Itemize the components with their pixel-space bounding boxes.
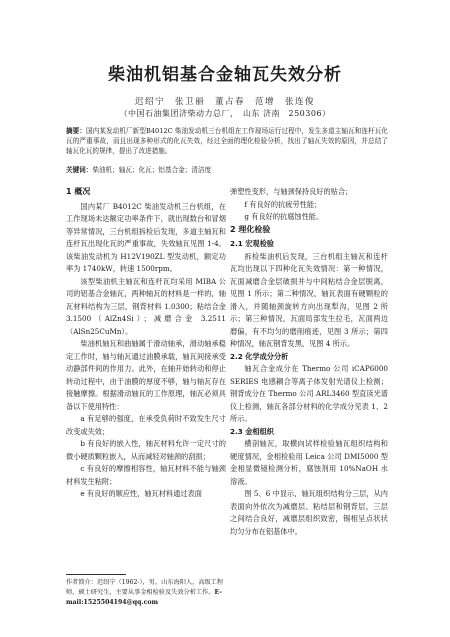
paragraph: 拆检柴油机后发现，三台机组主轴瓦和连杆瓦均出现以下四种化瓦失效情况：第一种情况，瓦面减磨合金层破损并与中间粘结合金层脱离，见图 1 所示；第二种情况，轴瓦表面有硬颗粒的滑入，并随轴颈旋转方向出现犁沟，见图 2 所示；第三种情况，瓦面局部发生拉毛，瓦面两边磨偏，有不均匀的磨削痕迹，见图 3 所示；第四种情况，轴瓦钢背发黑，见图 4 所示。 [230,251,388,348]
paragraph: 轴瓦合金成分在 Thermo 公司 iCAP6000 SERIES 电感耦合等离子体发射光谱仪上检测；钢背成分在 Thermo 公司 ARL3460 型直读光谱仪上检测，轴瓦各部分材料的化学成分见表 1、2 所示。 [230,364,388,423]
paragraph: 弹塑性变形，与轴颈保持良好的贴合； [230,187,353,196]
affiliation: （中国石油集团济柴动力总厂， 山东 济南 250306） [119,109,331,118]
keywords [66,164,388,174]
left-column [66,186,226,501]
paragraph: c 有良好的摩擦相容性，轴瓦材料不能与轴颈材料发生粘附； [66,464,226,486]
paragraph: f 有良好的抗疲劳性能； [244,199,322,209]
keywords-text: 柴油机；轴瓦；化瓦；铝基合金；清洁度 [92,166,212,174]
paper-title: 柴油机铝基合金轴瓦失效分析 [108,65,342,85]
paragraph: 国内某厂 B4012C 柴油发动机三台机组，在工作现场未达额定功率条件下，就出现数台和冒烟等异常情况，三台机组拆检后发现，多道主轴瓦和连杆瓦出现化瓦的严重事故，失效轴瓦见图 1-4。该柴油发动机为 H12V190ZL 型发动机，额定功率为 1740kW，转速 1500rpm。 [66,201,226,273]
footnote-rule [66,574,126,575]
paragraph: 横剖轴瓦，取横向试样检验轴瓦组织结构和硬度情况，金相检验用 Leica 公司 DMI5000 型金相显微镜检测分析，腐蚀剂用 10%NaOH 水溶液。 [230,439,388,486]
paragraph: e 有良好的顺应性，轴瓦材料通过表面 [80,489,202,498]
abstract [66,126,388,156]
footnote [66,578,228,608]
paragraph: a 有足够的强度，在承受负荷时不致发生尺寸改变或失效； [66,414,226,436]
right-column [230,186,388,538]
section-heading: 1 概况 [66,187,91,196]
paragraph: 柴油机轴瓦和曲轴属于滑动轴承，滑动轴承稳定工作时，轴与轴瓦通过油膜承载，轴瓦间接承受动静部件间的作用力。此外，在轴开始转动和停止转动过程中，由于油膜的厚度不够，轴与轴瓦存在接触摩擦。根据滑动轴瓦的工作原理，轴瓦必须具备以下使用特性： [66,339,226,411]
paragraph: g 有良好的抗腐蚀性能。 [244,212,324,221]
footnote-email: E-mail:1525504194@qq.com [66,589,222,606]
keywords-label: 关键词： [66,166,93,174]
subsection-heading: 2.1 宏观检验 [230,239,274,248]
paragraph: b 有良好的嵌入性，轴瓦材料允许一定尺寸的微小硬质颗粒嵌入，从而减轻对轴颈的刮损； [66,439,226,461]
subsection-heading: 2.2 化学成分分析 [230,351,289,361]
section-heading: 2 理化检验 [230,224,271,234]
footnote-text: 作者简介：迟绍宁（1962-），男，山东海阳人，高级工程师，硕士研究生，主要从事金相检验及失效分析工作。 [66,579,224,596]
subsection-heading: 2.3 金相组织 [230,426,274,436]
paragraph: 该型柴油机主轴瓦和连杆瓦均采用 MIBA 公司的铝基合金轴瓦，两种轴瓦的材料是一样的，轴瓦材料结构为三层，钢背材料 1.0300；粘结合金 3.1500（AlZn4Si）；减磨合金 3.2511（AlSn25CuMn）。 [66,276,226,336]
abstract-text: 国内某发动机厂新型B4012C 柴油发动机三台机组在工作现场运行过程中，发生多道主轴瓦和连杆瓦化瓦的严重事故，而且出现多种形式的化瓦失效，经过全面的理化检验分析，找出了轴瓦失效的原因，并总结了轴瓦化瓦的规律，提出了改进措施。 [66,127,389,155]
author-list: 迟绍宁 张卫丽 董占春 范增 张连俊 [134,97,315,107]
abstract-label: 摘要： [66,127,86,135]
paragraph: 图 5、6 中显示，轴瓦组织结构分三层，从内表面向外依次为减磨层、粘结层和钢背层，三层之间结合良好，减磨层组织致密，锡相呈点状状均匀分布在铝基体中。 [230,489,388,536]
